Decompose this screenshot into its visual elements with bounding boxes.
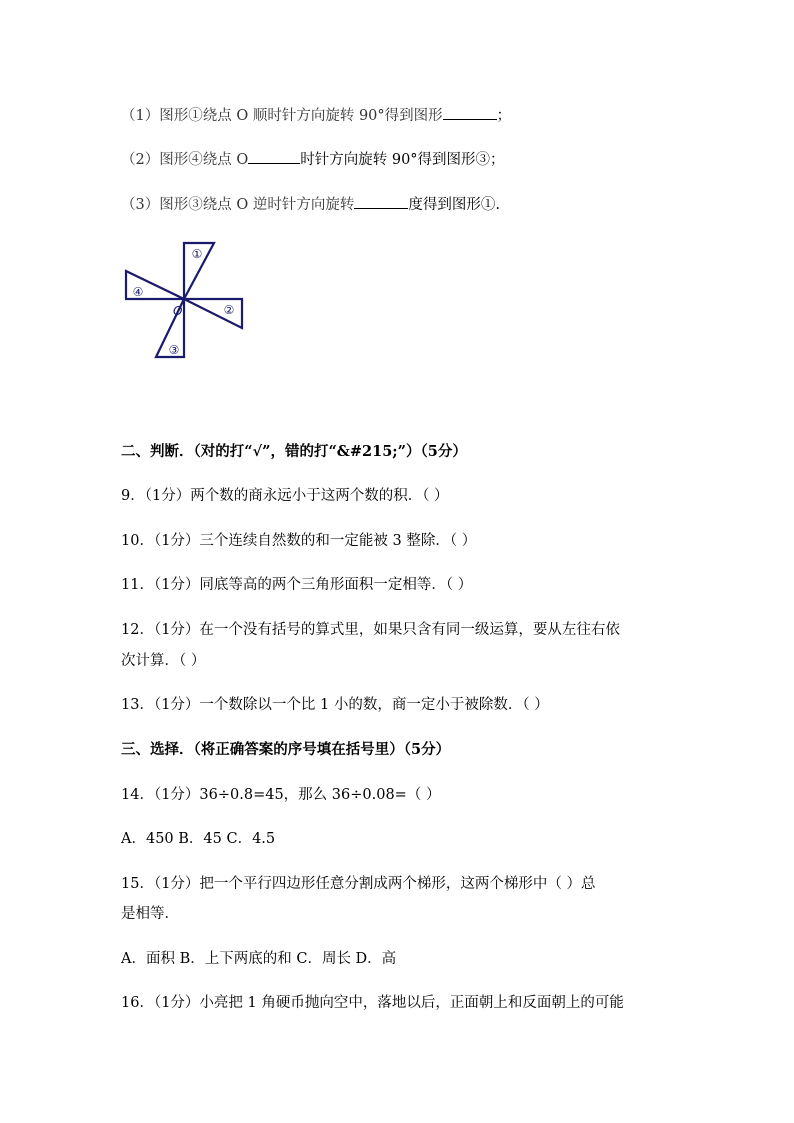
answer-blank-1[interactable] xyxy=(443,107,497,120)
question-2 xyxy=(121,148,505,169)
rotation-figure xyxy=(121,240,249,364)
question-3-suffix: 度得到图形①. xyxy=(408,197,500,213)
question-3-text: （3）图形③绕点 O 逆时针方向旋转 xyxy=(121,197,355,213)
triangle-label-3: ③ xyxy=(168,343,180,357)
question-14: 14．（1分）36÷0.8=45，那么 36÷0.08=（ ） xyxy=(121,787,441,803)
question-16-line-1: 16．（1分）小亮把 1 角硬币抛向空中，落地以后，正面朝上和反面朝上的可能 xyxy=(121,995,624,1011)
answer-blank-2[interactable] xyxy=(248,151,300,164)
question-3 xyxy=(121,193,500,214)
rotation-figure-svg xyxy=(121,240,249,364)
question-15-options: A．面积 B．上下两底的和 C．周长 D．高 xyxy=(121,951,397,967)
question-2-text: （2）图形④绕点 O xyxy=(121,152,249,168)
answer-blank-3[interactable] xyxy=(354,196,408,209)
question-15-line-1: 15．（1分）把一个平行四边形任意分割成两个梯形，这两个梯形中（ ）总 xyxy=(121,876,596,892)
triangle-label-4: ④ xyxy=(132,285,144,299)
question-12-line-2: 次计算．（ ） xyxy=(121,653,206,669)
triangle-label-1: ① xyxy=(191,247,203,261)
question-15-line-2: 是相等． xyxy=(121,906,179,922)
question-1 xyxy=(121,104,511,125)
question-10: 10．（1分）三个连续自然数的和一定能被 3 整除．（ ） xyxy=(121,533,477,549)
question-2-suffix: 时针方向旋转 90°得到图形③； xyxy=(300,152,505,168)
question-11: 11．（1分）同底等高的两个三角形面积一定相等．（ ） xyxy=(121,577,473,593)
section-2-heading: 二、判断．（对的打“√”，错的打“&#215;”）（5分） xyxy=(121,443,467,460)
question-1-suffix: ； xyxy=(496,108,512,124)
question-13: 13．（1分）一个数除以一个比 1 小的数，商一定小于被除数．（ ） xyxy=(121,697,549,713)
question-9: 9．（1分）两个数的商永远小于这两个数的积．（ ） xyxy=(121,488,449,504)
triangle-label-2: ② xyxy=(223,303,235,317)
question-14-options: A．450 B．45 C．4.5 xyxy=(121,831,276,847)
center-point-label: O xyxy=(173,304,183,318)
section-3-heading: 三、选择．（将正确答案的序号填在括号里）（5分） xyxy=(121,741,451,758)
question-1-text: （1）图形①绕点 O 顺时针方向旋转 90°得到图形 xyxy=(121,108,443,124)
question-12-line-1: 12．（1分）在一个没有括号的算式里，如果只含有同一级运算，要从左往右依 xyxy=(121,622,620,638)
